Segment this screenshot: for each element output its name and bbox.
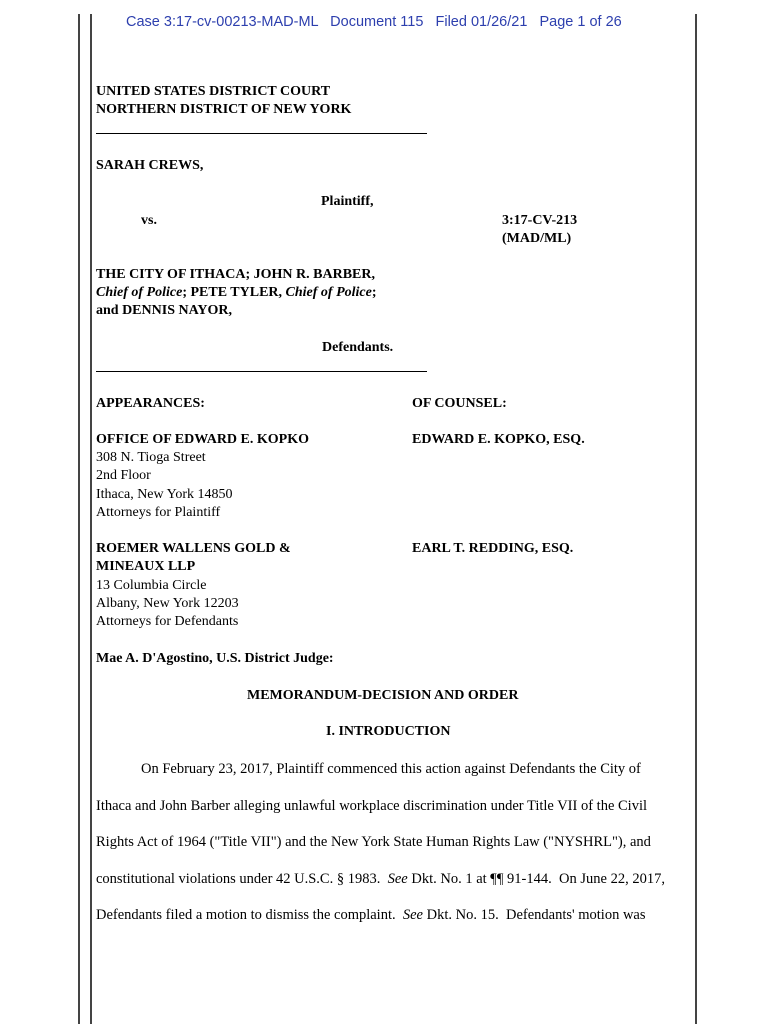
citation-signal-see-2: See (402, 907, 423, 923)
defendants-line-1: THE CITY OF ITHACA; JOHN R. BARBER, (96, 267, 375, 282)
firm-1-address-4: Attorneys for Plaintiff (96, 505, 221, 520)
of-counsel-heading: OF COUNSEL: (412, 396, 507, 411)
firm-2-address-1: 13 Columbia Circle (96, 578, 207, 593)
body-line-5-c: Dkt. No. 15. Defendants' motion was (423, 907, 646, 923)
right-margin-line (695, 14, 697, 1024)
defendants-line-2-end: ; (371, 285, 377, 300)
body-line-2: Ithaca and John Barber alleging unlawful workplace discrimination under Title VII of the Civil (96, 798, 648, 814)
plaintiff-name: SARAH CREWS, (96, 158, 204, 173)
citation-signal-see-1: See (387, 871, 408, 887)
body-line-5 (96, 906, 646, 924)
firm-1-address-1: 308 N. Tioga Street (96, 450, 206, 465)
defendants-line-3: and DENNIS NAYOR, (96, 303, 233, 318)
body-line-4 (96, 870, 665, 888)
header-case: Case 3:17-cv-00213-MAD-ML (126, 14, 319, 30)
defendants-label: Defendants. (322, 340, 394, 355)
defendants-line-2 (96, 284, 377, 302)
body-line-4-c: Dkt. No. 1 at ¶¶ 91-144. On June 22, 2017, (407, 871, 665, 887)
plaintiff-label: Plaintiff, (321, 194, 374, 209)
firm-2-name-2: MINEAUX LLP (96, 559, 196, 574)
ecf-header (126, 14, 622, 30)
caption-rule-top (96, 133, 427, 134)
judge-name: Mae A. D'Agostino, U.S. District Judge: (96, 651, 334, 666)
caption-rule-bottom (96, 371, 427, 372)
firm-1-address-2: 2nd Floor (96, 468, 151, 483)
left-margin-line-1 (78, 14, 80, 1024)
firm-2-counsel: EARL T. REDDING, ESQ. (412, 541, 574, 556)
firm-2-address-2: Albany, New York 12203 (96, 596, 239, 611)
versus: vs. (141, 213, 157, 228)
firm-1-name: OFFICE OF EDWARD E. KOPKO (96, 432, 309, 447)
defendants-line-2-mid: ; PETE TYLER, (182, 285, 286, 300)
body-line-4-a: constitutional violations under 42 U.S.C. § 1983. (96, 871, 388, 887)
title-chief-1: Chief of Police (96, 285, 183, 300)
document-title: MEMORANDUM-DECISION AND ORDER (247, 688, 519, 703)
header-document: Document 115 (330, 14, 424, 30)
title-chief-2: Chief of Police (285, 285, 372, 300)
body-line-3: Rights Act of 1964 ("Title VII") and the New York State Human Rights Law ("NYSHRL"), and (96, 834, 651, 850)
firm-1-address-3: Ithaca, New York 14850 (96, 487, 233, 502)
section-heading: I. INTRODUCTION (326, 724, 451, 739)
firm-2-name-1: ROEMER WALLENS GOLD & (96, 541, 291, 556)
body-line-1: On February 23, 2017, Plaintiff commenced this action against Defendants the City of (141, 761, 641, 777)
case-number: 3:17-CV-213 (502, 213, 578, 228)
judge-initials: (MAD/ML) (502, 231, 572, 246)
appearances-heading: APPEARANCES: (96, 396, 205, 411)
firm-1-counsel: EDWARD E. KOPKO, ESQ. (412, 432, 585, 447)
court-name: UNITED STATES DISTRICT COURT (96, 84, 331, 99)
header-filed: Filed 01/26/21 (435, 14, 528, 30)
body-line-5-a: Defendants filed a motion to dismiss the complaint. (96, 907, 403, 923)
header-page: Page 1 of 26 (539, 14, 622, 30)
left-margin-line-2 (90, 14, 92, 1024)
firm-2-address-3: Attorneys for Defendants (96, 614, 239, 629)
court-district: NORTHERN DISTRICT OF NEW YORK (96, 102, 352, 117)
